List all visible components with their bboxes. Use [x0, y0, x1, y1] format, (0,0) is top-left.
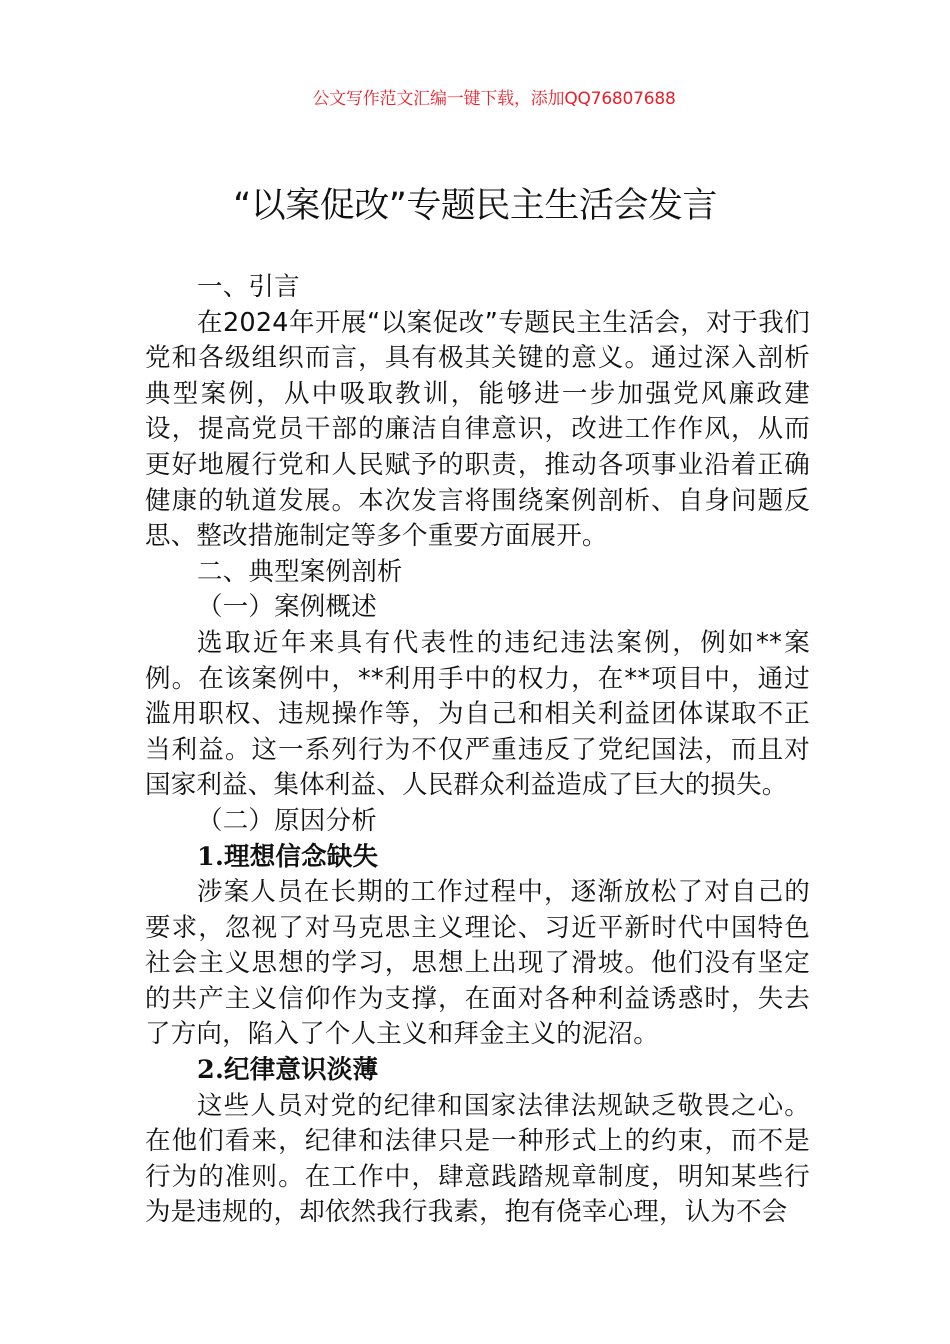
- body-paragraph: 选取近年来具有代表性的违纪违法案例，例如**案例。在该案例中，**利用手中的权力，在**项目中，通过滥用职权、违规操作等，为自己和相关利益团体谋取不正当利益。这一系列行为不仅严重违反了党纪国法，而且对国家利益、集体利益、人民群众利益造成了巨大的损失。: [145, 627, 810, 801]
- document-title: “以案促改”专题民主生活会发言: [233, 186, 717, 226]
- watermark-banner: 公文写作范文汇编一键下载，添加QQ76807688: [312, 89, 676, 109]
- section-heading-case-analysis: 二、典型案例剖析: [197, 556, 403, 587]
- bold-heading-ideals-lacking: 1.理想信念缺失: [197, 841, 379, 872]
- bold-heading-discipline-weak: 2.纪律意识淡薄: [197, 1055, 379, 1086]
- body-paragraph: 涉案人员在长期的工作过程中，逐渐放松了对自己的要求，忽视了对马克思主义理论、习近平新时代中国特色社会主义思想的学习，思想上出现了滑坡。他们没有坚定的共产主义信仰作为支撑，在面对各种利益诱惑时，失去了方向，陷入了个人主义和拜金主义的泥沼。: [145, 877, 810, 1050]
- subheading-cause-analysis: （二）原因分析: [197, 805, 377, 836]
- subheading-case-overview: （一）案例概述: [197, 592, 377, 623]
- section-heading-introduction: 一、引言: [197, 272, 300, 302]
- body-paragraph: 这些人员对党的纪律和国家法律法规缺乏敬畏之心。在他们看来，纪律和法律只是一种形式上的约束，而不是行为的准则。在工作中，肆意践踏规章制度，明知某些行为是违规的，却依然我行我素，抱有侥幸心理，认为不会: [145, 1090, 810, 1228]
- body-paragraph: 在2024年开展“以案促改”专题民主生活会，对于我们党和各级组织而言，具有极其关键的意义。通过深入剖析典型案例，从中吸取教训，能够进一步加强党风廉政建设，提高党员干部的廉洁自律意识，改进工作作风，从而更好地履行党和人民赋予的职责，推动各项事业沿着正确健康的轨道发展。本次发言将围绕案例剖析、自身问题反思、整改措施制定等多个重要方面展开。: [145, 307, 810, 552]
- document-body: [145, 270, 810, 1231]
